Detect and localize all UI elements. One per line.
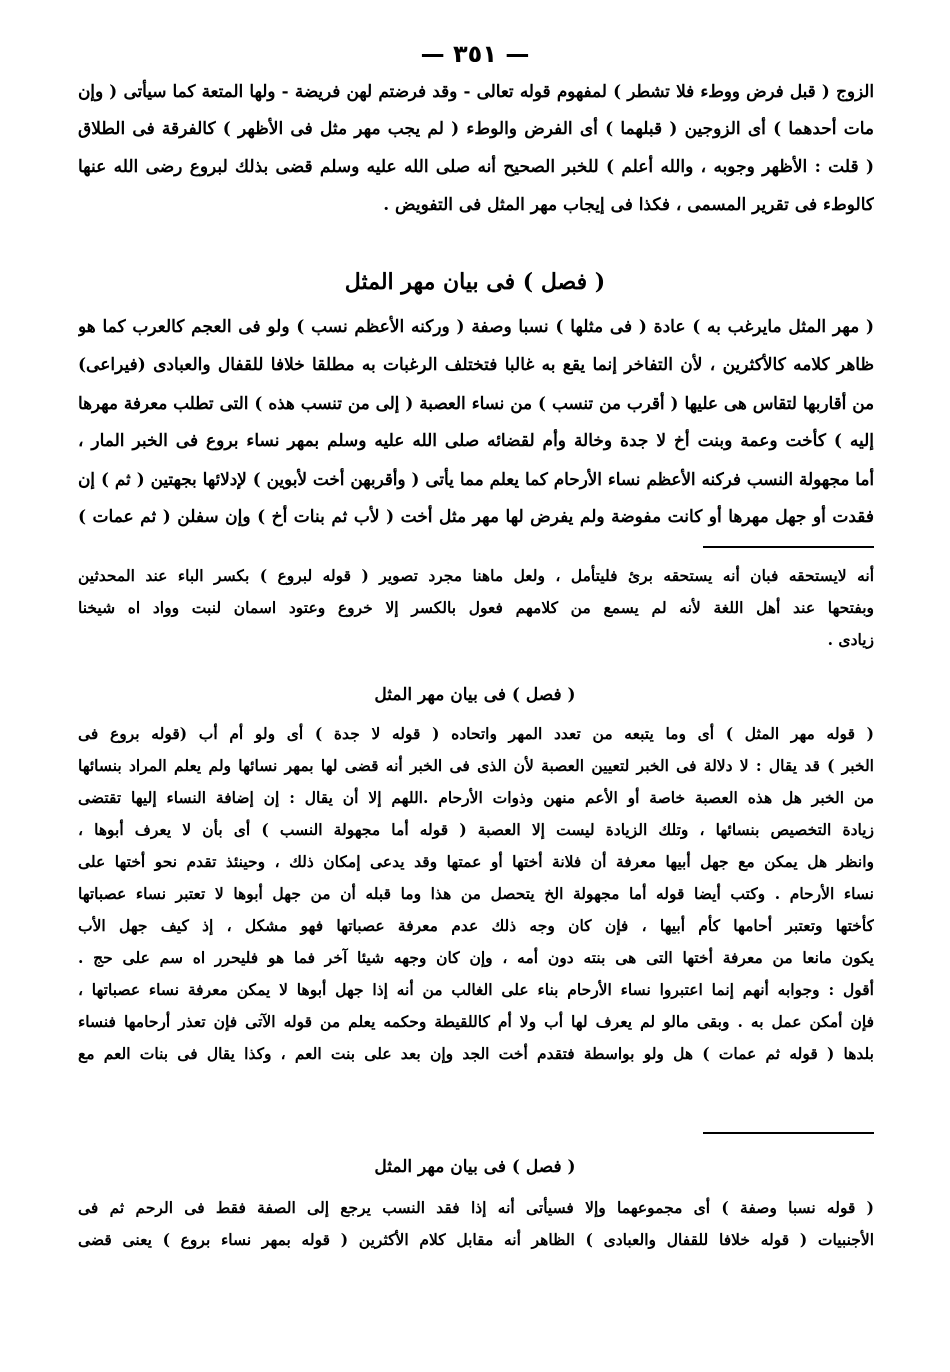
text-line: مات أحدهما ) أى الزوجين ( قبلهما ) أى الفرض والوطء ( لم يجب مهر مثل فى الأظهر ) كالفرقة فى الطلاق xyxy=(78,119,874,139)
footnote-line: الأجنبيات ( قوله خلافا للقفال والعبادى ) الظاهر أنه مقابل كلام الأكثرين ( قوله بمهر نساء بروع ) يعنى قضى xyxy=(78,1230,874,1249)
footnote-heading: ( فصل ) فى بيان مهر المثل xyxy=(374,1157,576,1177)
text-line: ظاهر كلامه كالأكثرين ، لأن التفاخر إنما يقع به غالبا فتختلف الرغبات به مطلقا خلافا للقفال والعبادى (فيراعى) xyxy=(78,355,874,375)
section-heading: ( فصل ) فى بيان مهر المثل xyxy=(344,269,606,295)
footnote-divider xyxy=(703,1132,874,1134)
text-line: فقدت أو جهل مهرها أو كانت مفوضة ولم يفرض لها مهر مثل أخت ( لأب ثم بنات أخ ) وإن سفلن ( ثم عمات ) xyxy=(78,507,874,527)
footnote-block-2 xyxy=(78,718,874,1070)
footnote-heading: ( فصل ) فى بيان مهر المثل xyxy=(374,685,576,705)
text-line: أما مجهولة النسب فركنه الأعظم نساء الأرحام كما يعلم مما يأتى ( وأقربهن أخت لأبوين ) لإدلائها بجهتين ( ثم ) إن xyxy=(78,469,874,489)
footnote-line: ( قوله مهر المثل ) أى وما يتبعه من تعدد المهر واتحاده ( قوله لا جدة ) أى ولو أم أب (قوله بروع فى xyxy=(78,724,874,743)
footnote-line: أنه لايستحقه فبان أنه يستحقه برئ فليتأمل ، ولعل ماهنا مجرد تصوير ( قوله لبروع ) بكسر الباء عند المحدثين xyxy=(78,566,874,585)
footnote-divider xyxy=(703,546,874,548)
text-line: ( مهر المثل مايرغب به ) عادة ( فى مثلها ) نسبا وصفة ( وركنه الأعظم نسب ) ولو فى العجم كالعرب كما هو xyxy=(78,317,874,337)
footnote-line: وانظر هل يمكن مع جهل أبيها معرفة أن فلانة أختها أو عمتها وقد يدعى إمكان ذلك ، وحينئذ تقدم نحو أختها على xyxy=(78,852,874,871)
footnote-line: كأختها وتعتبر أحامها كأم أبيها ، فإن كان وجه ذلك عدم معرفة عصباتها فهو مشكل ، إذ كيف جهل الأب xyxy=(78,916,874,935)
text-line: ( قلت : الأظهر وجوبه ، والله أعلم ) للخبر الصحيح أنه صلى الله عليه وسلم قضى بذلك لبروع رضى الله عنها xyxy=(78,157,874,177)
footnote-line: زيادة التخصيص بنسائها ، وتلك الزيادة ليست إلا العصبة ( قوله أما مجهولة النسب ) أى بأن لا يعرف أبوها ، xyxy=(78,820,874,839)
footnote-line: أقول : وجوابه أنهم إنما اعتبروا نساء الأرحام بناء على الغالب من أنه إذا جهل أبوها لا يمكن معرفة نساء عصباتها ، xyxy=(78,980,874,999)
footnote-line: يكون مانعا من معرفة أختها التى هى بنته دون أمه ، وإن كان وجهه شيئا آخر فما هو فليحرر اه سم على حج . xyxy=(78,948,874,967)
footnote-line: نساء الأرحام . وكتب أيضا قوله أما مجهولة الخ يتحصل من هذا وما قبله أن من جهل أبوها لا تعتبر نساء عصباتها xyxy=(78,884,874,903)
footnote-line: الخبر ) قد يقال : لا دلالة فى الخبر لتعيين العصبة لأن الذى فى الخبر أنه قضى لها بمهر نسائها ولم يعلم المراد بنسائها xyxy=(78,756,874,775)
text-line: الزوج ( قبل فرض ووطء فلا تشطر ) لمفهوم قوله تعالى - وقد فرضتم لهن فريضة - ولها المتعة كما سيأتى ( وإن xyxy=(78,81,874,101)
text-line: كالوطء فى تقرير المسمى ، فكذا فى إيجاب مهر المثل فى التفويض . xyxy=(383,195,874,215)
footnote-line: فإن أمكن عمل به . وبقى مالو لم يعرف لها أب ولا أم كاللقيطة وحكمه يعلم من قوله الآتى فإن تعذر أرحامها فنساء xyxy=(78,1012,874,1031)
footnote-line: زيادى . xyxy=(827,630,874,649)
page-number: — ٣٥١ — xyxy=(420,40,530,68)
footnote-block-3 xyxy=(78,1192,874,1256)
footnote-line: وبفتحها عند أهل اللغة لأنه لم يسمع من كلامهم فعول بالكسر إلا خروع وعتود اسمان لنبت وواد اه شيخنا xyxy=(78,598,874,617)
footnote-line: بلدها ( قوله ثم عمات ) هل ولو بواسطة فتقدم أخت الجد وإن بعد على بنت العم ، وكذا يقال فى بنات العم مع xyxy=(78,1044,874,1063)
text-line: من أقاربها لتقاس هى عليها ( أقرب من تنسب ) من نساء العصبة ( إلى من تنسب هذه ) التى تطلب معرفة مهرها xyxy=(78,393,874,413)
footnote-block-1 xyxy=(78,560,874,656)
footnote-line: ( قوله نسبا وصفة ) أى مجموعهما وإلا فسيأتى أنه إذا فقد النسب يرجع إلى الصفة فقط فى الرحم ثم فى xyxy=(78,1198,874,1217)
text-line: إليه ) كأخت وعمة وبنت أخ لا جدة وخالة وأم لقضائه صلى الله عليه وسلم بمهر نساء بروع فى الخبر المار ، xyxy=(78,431,874,451)
footnote-line: من الخبر هل هذه العصبة خاصة أو الأعم منهن وذوات الأرحام .اللهم إلا أن يقال : إن إضافة النساء إليها تقتضى xyxy=(78,788,874,807)
main-text-paragraph-1 xyxy=(78,72,874,224)
main-text-paragraph-2 xyxy=(78,308,874,536)
